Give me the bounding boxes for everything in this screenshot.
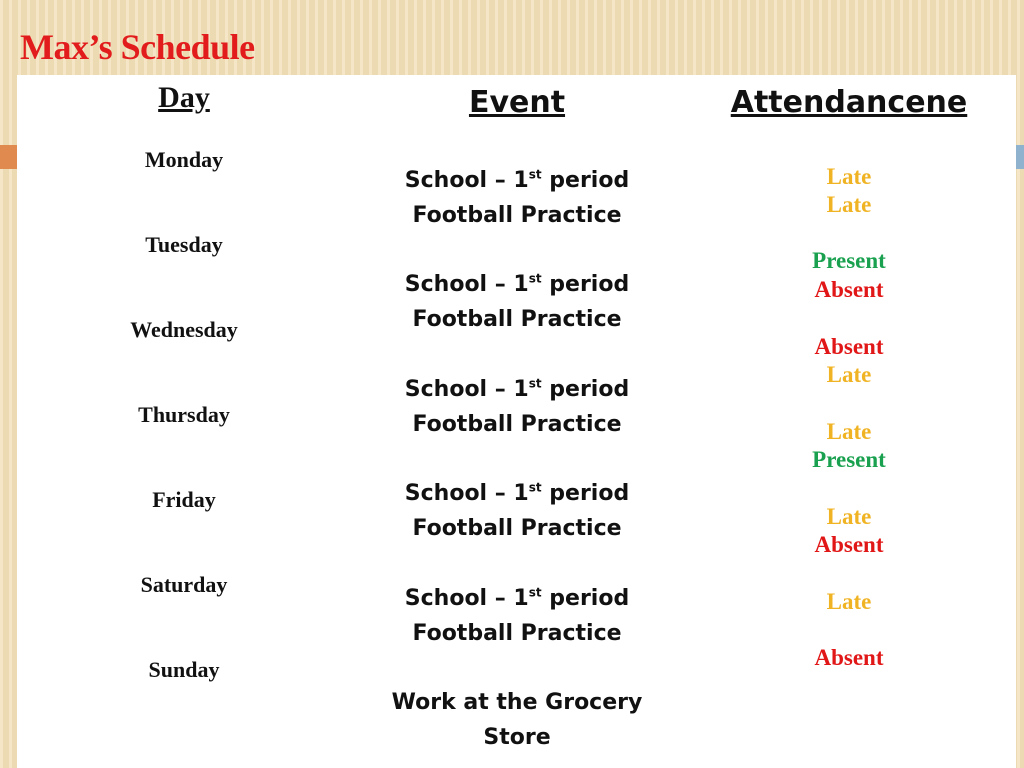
event-school: School – 1st period xyxy=(404,480,630,506)
attendance-status: Late xyxy=(826,504,872,529)
event-block-tuesday xyxy=(351,267,683,337)
attendance-status: Present xyxy=(812,447,886,472)
event-block-friday xyxy=(351,581,683,651)
day-saturday: Saturday xyxy=(140,572,228,597)
event-football: Football Practice xyxy=(412,307,622,332)
day-column-header: Day xyxy=(158,81,210,114)
event-school: School – 1st period xyxy=(404,376,630,402)
day-friday: Friday xyxy=(152,487,216,512)
event-block-monday xyxy=(351,163,683,233)
event-football: Football Practice xyxy=(412,516,622,541)
attendance-status: Absent xyxy=(814,334,884,359)
event-football: Football Practice xyxy=(412,203,622,228)
event-column-header: Event xyxy=(468,85,566,120)
event-football: Football Practice xyxy=(412,621,622,646)
attendance-status: Late xyxy=(826,362,872,387)
day-thursday: Thursday xyxy=(138,402,230,427)
event-block-thursday xyxy=(351,476,683,546)
day-sunday: Sunday xyxy=(148,657,220,682)
event-work-line1: Work at the Grocery xyxy=(391,690,643,715)
schedule-panel xyxy=(17,75,1016,768)
event-football: Football Practice xyxy=(412,412,622,437)
attendance-status: Absent xyxy=(814,532,884,557)
attendance-status: Present xyxy=(812,248,886,273)
attendance-status: Late xyxy=(826,419,872,444)
attendance-column-header: Attendancene xyxy=(730,85,968,120)
page-title: Max’s Schedule xyxy=(20,27,255,67)
event-block-work xyxy=(351,685,683,755)
attendance-status: Absent xyxy=(814,277,884,302)
day-tuesday: Tuesday xyxy=(145,232,223,257)
day-wednesday: Wednesday xyxy=(130,317,238,342)
day-monday: Monday xyxy=(144,147,224,172)
attendance-status: Late xyxy=(826,589,872,614)
event-work-line2: Store xyxy=(483,725,551,750)
event-school: School – 1st period xyxy=(404,585,630,611)
event-school: School – 1st period xyxy=(404,271,630,297)
event-school: School – 1st period xyxy=(404,167,630,193)
attendance-status: Absent xyxy=(814,645,884,670)
attendance-status: Late xyxy=(826,192,872,217)
event-block-wednesday xyxy=(351,372,683,442)
attendance-status: Late xyxy=(826,164,872,189)
